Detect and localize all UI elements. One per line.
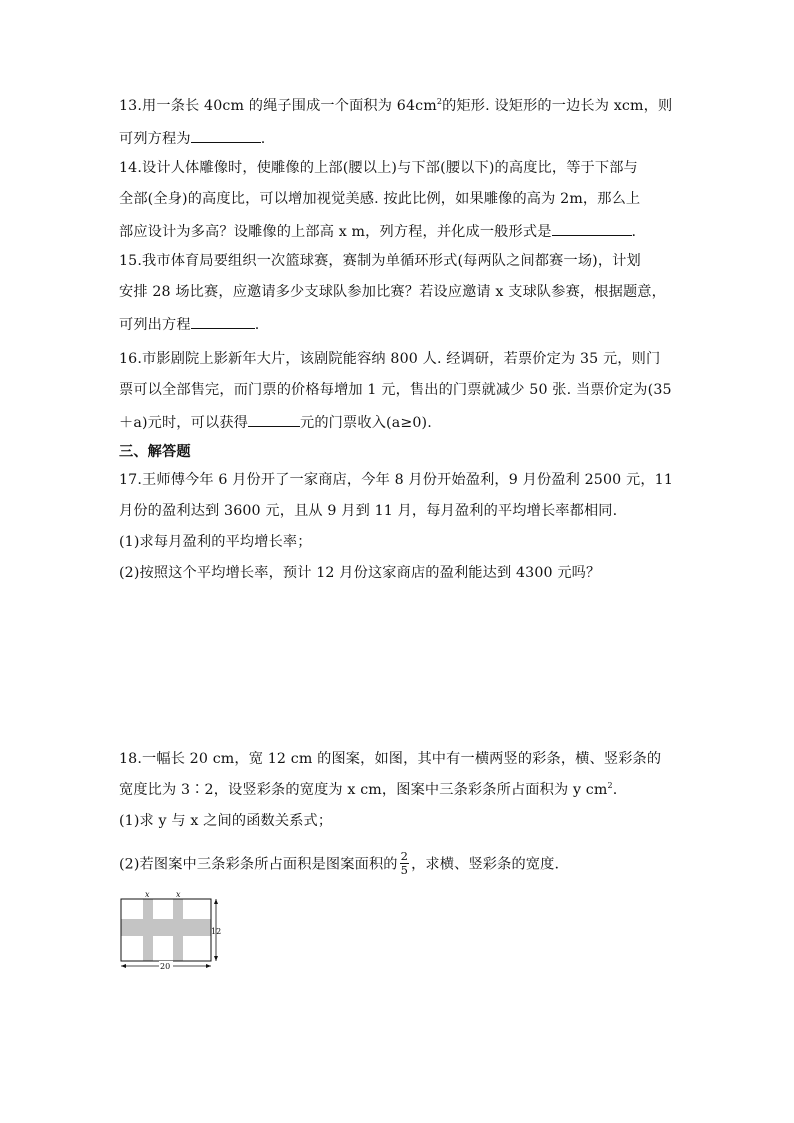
q17-line-1: 17.王师傅今年 6 月份开了一家商店，今年 8 月份开始盈利，9 月份盈利 2500 元，11 — [119, 472, 674, 488]
q18-period: . — [612, 782, 618, 798]
q14-answer-blank[interactable] — [552, 220, 632, 236]
fraction-numerator: 2 — [400, 849, 409, 863]
figure-svg — [118, 891, 228, 971]
fraction-denominator: 5 — [400, 863, 409, 877]
q15-period: . — [254, 317, 260, 333]
q13-text-end: 的矩形. 设矩形的一边长为 xcm，则 — [442, 98, 673, 114]
q13-period: . — [260, 131, 266, 147]
q13-answer-blank[interactable] — [191, 127, 261, 143]
q18-superscript: 2 — [607, 781, 613, 790]
q15-line-3 — [119, 313, 259, 335]
q13-text-2: 可列方程为 — [119, 131, 191, 147]
q18-subquestion-2 — [119, 851, 559, 878]
q18-line-2 — [119, 780, 617, 800]
q17-line-2: 月份的盈利达到 3600 元，且从 9 月到 11 月，每月盈利的平均增长率都相同. — [119, 503, 618, 519]
q18-line-1: 18.一幅长 20 cm，宽 12 cm 的图案，如图，其中有一横两竖的彩条，横、竖彩条的 — [119, 751, 662, 767]
q14-text-3: 部应设计为多高？设雕像的上部高 x m，列方程，并化成一般形式是 — [119, 224, 552, 240]
q16-text-end: 元的门票收入(a≥0). — [300, 415, 432, 431]
label-height-12: 12 — [211, 927, 222, 936]
q18-text-2: 宽度比为 3∶2，设竖彩条的宽度为 x cm，图案中三条彩条所占面积为 y cm — [119, 782, 608, 798]
height-arrow-bottom — [214, 956, 218, 961]
section-title-answers: 三、解答题 — [119, 444, 191, 460]
q15-line-1: 15.我市体育局要组织一次篮球赛，赛制为单循环形式(每两队之间都赛一场)，计划 — [119, 253, 641, 269]
q15-answer-blank[interactable] — [191, 313, 255, 329]
q16-line-2: 票可以全部售完，而门票的价格每增加 1 元，售出的门票就减少 50 张. 当票价定为(35 — [119, 382, 672, 398]
q18-sub2-end: ，求横、竖彩条的宽度. — [411, 856, 560, 873]
q14-period: . — [631, 224, 637, 240]
stripe-pattern-figure — [118, 891, 228, 971]
q16-line-3 — [119, 411, 432, 433]
fraction-two-fifths — [400, 850, 409, 877]
q13-text: 13.用一条长 40cm 的绳子围成一个面积为 64cm — [119, 98, 437, 114]
q13-superscript: 2 — [436, 97, 443, 106]
q16-answer-blank[interactable] — [248, 411, 300, 427]
vertical-stripe-right — [173, 900, 183, 961]
q15-line-2: 安排 28 场比赛，应邀请多少支球队参加比赛？若设应邀请 x 支球队参赛，根据题意， — [119, 284, 666, 300]
q18-subquestion-1: (1)求 y 与 x 之间的函数关系式； — [119, 813, 333, 829]
q14-line-1: 14.设计人体雕像时，使雕像的上部(腰以上)与下部(腰以下)的高度比，等于下部与 — [119, 160, 638, 176]
q13-line-1 — [119, 96, 672, 116]
q18-sub2-text: (2)若图案中三条彩条所占面积是图案面积的 — [119, 856, 398, 873]
q13-line-2 — [119, 127, 265, 149]
q15-text-3: 可列出方程 — [119, 317, 191, 333]
label-x-left: x — [145, 891, 150, 899]
horizontal-stripe — [122, 919, 211, 936]
q17-subquestion-2: (2)按照这个平均增长率，预计 12 月份这家商店的盈利能达到 4300 元吗？ — [119, 565, 601, 581]
height-arrow-top — [214, 899, 218, 904]
vertical-stripe-left — [143, 900, 153, 961]
q14-line-3 — [119, 220, 636, 242]
label-x-right: x — [176, 891, 181, 899]
q16-text-3: ＋a)元时，可以获得 — [119, 415, 248, 431]
q14-line-2: 全部(全身)的高度比，可以增加视觉美感. 按此比例，如果雕像的高为 2m，那么上 — [119, 191, 641, 207]
label-width-20: 20 — [160, 962, 171, 971]
q17-subquestion-1: (1)求每月盈利的平均增长率； — [119, 534, 312, 550]
width-arrow-left — [121, 964, 126, 968]
width-arrow-right — [206, 964, 211, 968]
q16-line-1: 16.市影剧院上影新年大片，该剧院能容纳 800 人. 经调研，若票价定为 35 元，则门 — [119, 351, 661, 367]
